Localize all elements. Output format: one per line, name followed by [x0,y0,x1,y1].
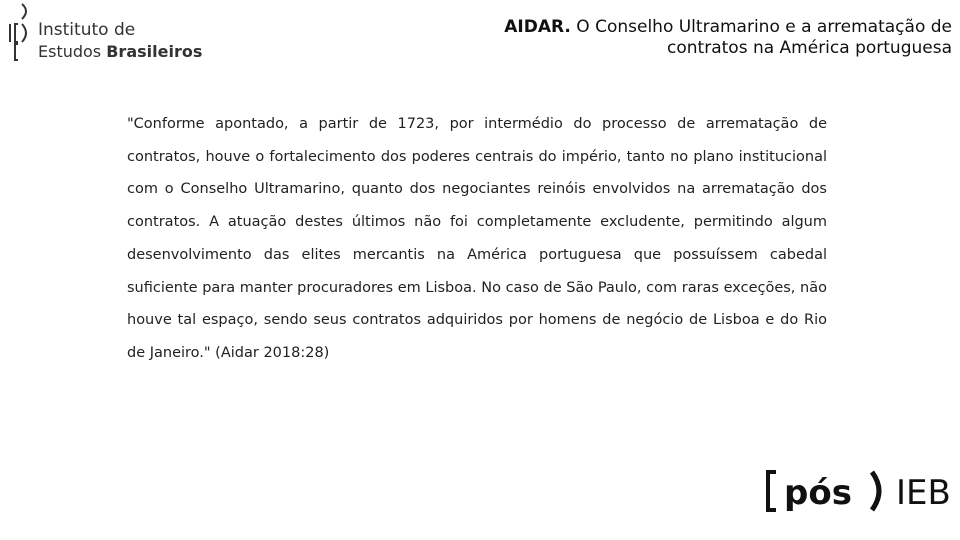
logo-line2 [38,42,202,61]
slide-header [392,17,952,59]
header-author: AIDAR. [504,17,571,37]
svg-text:pós: pós [784,473,852,513]
logo-line2-regular: Estudos [38,42,107,61]
logo-line1: Instituto de [38,20,136,40]
logo-line2-bold: Brasileiros [106,42,203,61]
pos-ieb-logo [762,462,952,522]
quote-paragraph: "Conforme apontado, a partir de 1723, por intermédio do processo de arrematação de contratos, houve o fortalecimento dos poderes centrais do império, tanto no plano institucional com o Conselho Ultramarino, quanto dos negociantes reinóis envolvidos na arrematação dos contratos. A atuação destes últimos não foi completamente excludente, permitindo algum desenvolvimento das elites mercantis na América portuguesa que possuíssem cabedal suficiente para manter procuradores em Lisboa. No caso de São Paulo, com raras exceções, não houve tal espaço, sendo seus contratos adquiridos por homens de negócio de Lisboa e do Rio de Janeiro." (Aidar 2018:28) [127,116,827,361]
header-title-line1: O Conselho Ultramarino e a arrematação de [570,17,952,37]
svg-text:IEB: IEB [896,473,951,513]
ieb-bracket-icon [8,2,32,62]
ieb-logo [0,0,210,70]
header-title-line2: contratos na América portuguesa [667,38,952,58]
